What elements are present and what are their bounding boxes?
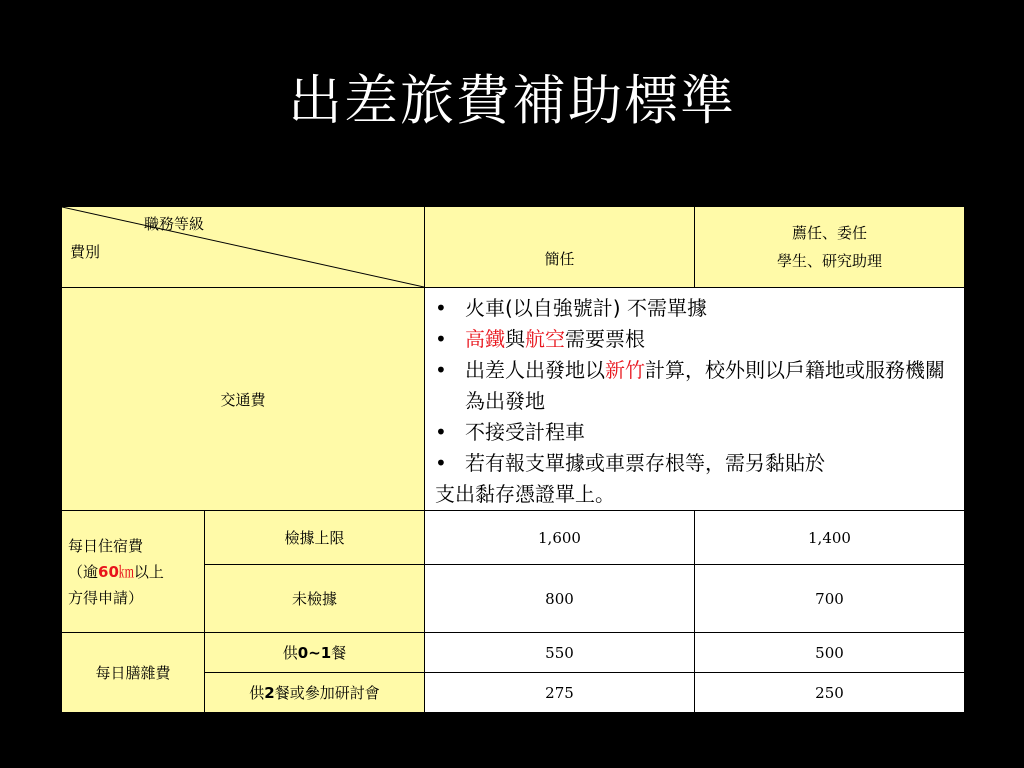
lodging-receipt-senior [425, 511, 695, 565]
list-item [435, 324, 958, 355]
lodging-receipt-junior-value: 1,400 [808, 528, 851, 547]
lodging-unit: ㎞ [118, 562, 134, 581]
meals-sub-2 [205, 673, 425, 713]
rule-stub-required: 需要票根 [565, 327, 645, 351]
list-item [435, 479, 958, 510]
meals-sub-2-pre: 供 [249, 684, 265, 702]
rule-receipts-tail: 支出黏存憑證單上。 [435, 482, 615, 506]
lodging-sub-receipt-label: 檢據上限 [284, 529, 345, 547]
header-junior-line2: 學生、研究助理 [776, 252, 882, 270]
transport-row [62, 288, 965, 511]
bullet: • [435, 358, 447, 382]
meals-2-junior-value: 250 [815, 683, 844, 702]
meals-sub-2-count: 2 [264, 684, 275, 702]
lodging-sub-no-receipt-label: 未檢據 [291, 590, 337, 608]
lodging-no-receipt-senior-value: 800 [545, 589, 574, 608]
list-item [435, 293, 958, 324]
rule-air-highlight: 航空 [525, 327, 565, 351]
meals-1-junior-value: 500 [815, 643, 844, 662]
rule-no-taxi: 不接受計程車 [465, 420, 585, 444]
header-senior [425, 207, 695, 288]
lodging-distance: 60 [98, 562, 119, 581]
lodging-condition-end: 方得申請） [68, 588, 144, 607]
table-header-row [62, 207, 965, 288]
lodging-condition-pre: （逾 [68, 562, 99, 581]
list-item [435, 417, 958, 448]
meals-label-cell [62, 633, 205, 713]
meals-label: 每日膳雜費 [95, 664, 171, 682]
bullet: • [435, 420, 447, 444]
rule-receipts: 若有報支單據或車票存根等，需另黏貼於 [465, 451, 825, 475]
meals-sub-1-pre: 供 [282, 644, 298, 662]
rule-hsr-highlight: 高鐵 [465, 327, 505, 351]
diagonal-header-cell [62, 207, 425, 288]
meals-1-senior [425, 633, 695, 673]
rank-label: 職務等級 [144, 215, 205, 233]
lodging-row-receipt [62, 511, 965, 565]
list-item [435, 448, 958, 479]
meals-2-junior [695, 673, 965, 713]
header-junior-line1: 薦任、委任 [791, 224, 867, 242]
transport-label: 交通費 [220, 390, 266, 409]
meals-sub-1-count: 0~1 [297, 644, 332, 662]
transport-rules-list [435, 293, 958, 510]
rule-and: 與 [505, 327, 525, 351]
rule-origin-pre: 出差人出發地以 [465, 358, 605, 382]
meals-2-senior-value: 275 [545, 683, 574, 702]
lodging-no-receipt-junior-value: 700 [815, 589, 844, 608]
lodging-label: 每日住宿費 [68, 536, 144, 555]
lodging-label-cell [62, 511, 205, 633]
transport-rules-cell [425, 288, 965, 511]
meals-row-1 [62, 633, 965, 673]
meals-sub-1-post: 餐 [331, 644, 347, 662]
diagonal-divider [62, 207, 424, 287]
list-item [435, 355, 958, 417]
bullet: • [435, 327, 447, 351]
meals-1-senior-value: 550 [545, 643, 574, 662]
bullet: • [435, 296, 447, 320]
header-senior-label: 簡任 [544, 249, 575, 268]
lodging-sub-receipt [205, 511, 425, 565]
travel-allowance-table [61, 206, 965, 713]
bullet: • [435, 451, 447, 475]
slide-title: 出差旅費補助標準 [288, 69, 736, 132]
meals-sub-1 [205, 633, 425, 673]
lodging-receipt-junior [695, 511, 965, 565]
lodging-receipt-senior-value: 1,600 [538, 528, 581, 547]
rule-origin-post: 計算，校外則以戶籍地或服務機關為出發地 [465, 358, 945, 413]
fee-label: 費別 [70, 243, 101, 261]
rule-train: 火車(以自強號計) 不需單據 [465, 296, 707, 320]
lodging-no-receipt-senior [425, 565, 695, 633]
lodging-no-receipt-junior [695, 565, 965, 633]
lodging-condition-post: 以上 [133, 562, 164, 581]
meals-sub-2-post: 餐或參加研討會 [274, 684, 380, 702]
lodging-condition [68, 559, 204, 585]
transport-label-cell [62, 288, 425, 511]
lodging-sub-no-receipt [205, 565, 425, 633]
rule-hsinchu-highlight: 新竹 [605, 358, 645, 382]
meals-2-senior [425, 673, 695, 713]
header-junior [695, 207, 965, 288]
meals-1-junior [695, 633, 965, 673]
